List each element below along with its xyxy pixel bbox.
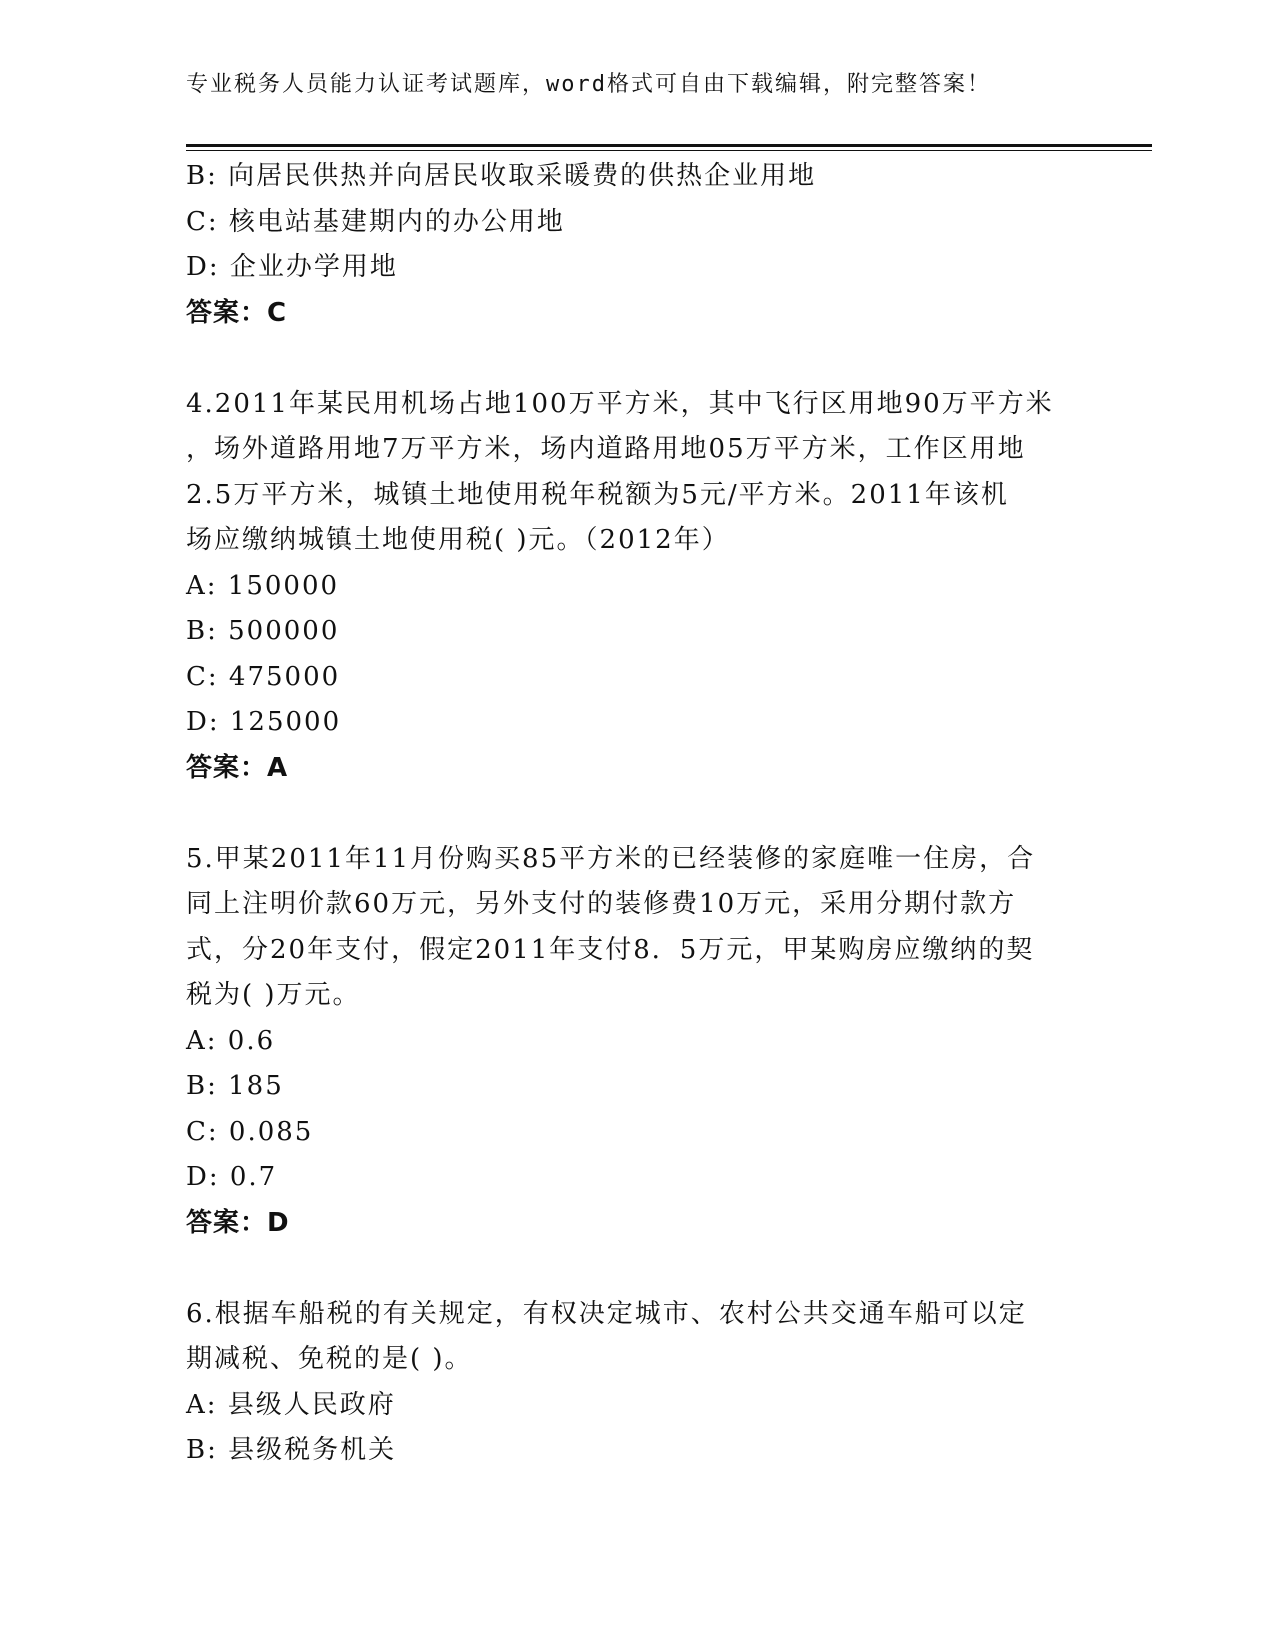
question-stem-line: 6.根据车船税的有关规定，有权决定城市、农村公共交通车船可以定 [186, 1298, 1027, 1329]
question-6 [186, 1292, 1086, 1474]
option-b: B: 185 [186, 1071, 284, 1101]
answer-line: 答案：A [186, 752, 289, 783]
header-divider [186, 144, 1152, 151]
question-stem-line: 5.甲某2011年11月份购买85平方米的已经装修的家庭唯一住房，合 [186, 843, 1036, 874]
question-stem-line: 期减税、免税的是( )。 [186, 1344, 473, 1374]
question-stem-line: 式，分20年支付，假定2011年支付8．5万元，甲某购房应缴纳的契 [186, 934, 1035, 965]
spacer [186, 791, 1086, 837]
option-b: B: 500000 [186, 616, 340, 646]
option-a: A: 县级人民政府 [186, 1389, 396, 1420]
option-d: D: 企业办学用地 [186, 252, 398, 282]
question-stem-line: 场应缴纳城镇土地使用税( )元。（2012年） [186, 525, 730, 555]
question-3-tail [186, 154, 1086, 336]
question-5 [186, 837, 1086, 1247]
answer-line: 答案：D [186, 1207, 290, 1238]
question-stem-line: 税为( )万元。 [186, 980, 361, 1010]
question-stem-line: 同上注明价款60万元，另外支付的装修费10万元，采用分期付款方 [186, 889, 1017, 919]
option-d: D: 0.7 [186, 1162, 278, 1192]
option-b: B: 县级税务机关 [186, 1435, 397, 1465]
spacer [186, 1246, 1086, 1292]
question-content [186, 154, 1086, 1474]
option-c: C: 0.085 [186, 1116, 314, 1147]
option-b: B: 向居民供热并向居民收取采暖费的供热企业用地 [186, 161, 817, 191]
option-a: A: 0.6 [186, 1025, 276, 1056]
question-stem-line: ，场外道路用地7万平方米，场内道路用地05万平方米，工作区用地 [186, 434, 1026, 464]
question-stem-line: 4.2011年某民用机场占地100万平方米，其中飞行区用地90万平方米 [186, 388, 1054, 419]
spacer [186, 336, 1086, 382]
answer-line: 答案：C [186, 297, 288, 328]
option-c: C: 核电站基建期内的办公用地 [186, 206, 565, 237]
page-header: 专业税务人员能力认证考试题库，word格式可自由下载编辑，附完整答案！ [186, 72, 991, 97]
option-c: C: 475000 [186, 661, 341, 692]
option-d: D: 125000 [186, 707, 342, 737]
question-stem-line: 2.5万平方米，城镇土地使用税年税额为5元/平方米。2011年该机 [186, 479, 1009, 510]
option-a: A: 150000 [186, 570, 340, 601]
question-4 [186, 382, 1086, 792]
